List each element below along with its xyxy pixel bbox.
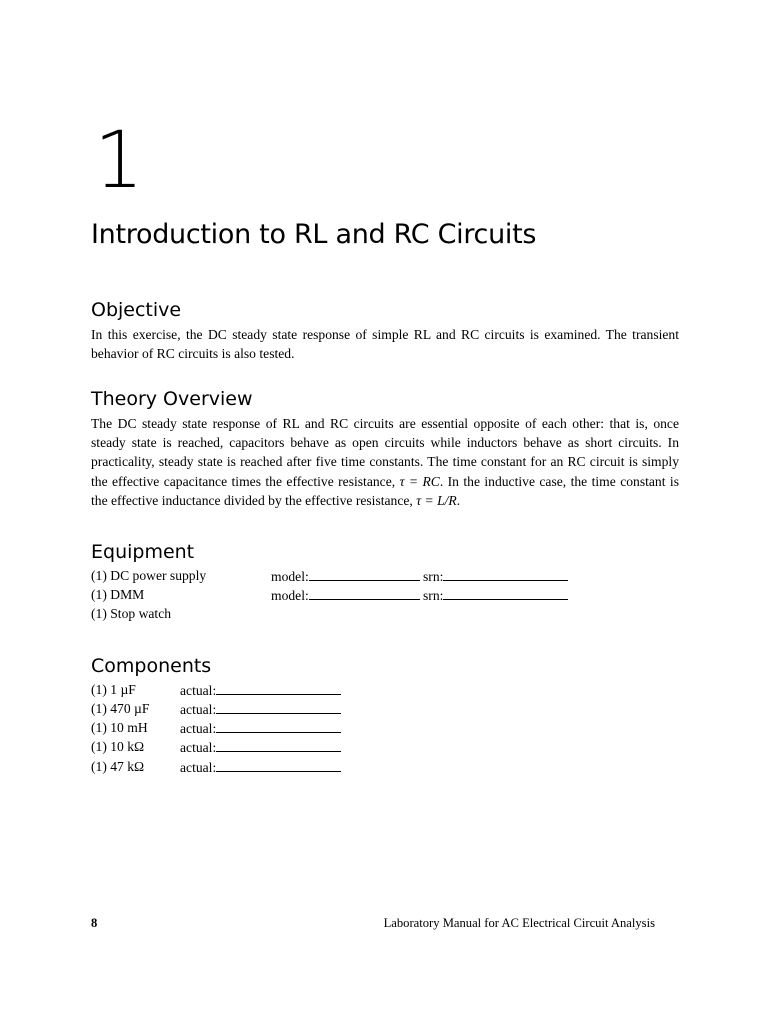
objective-heading: Objective — [91, 299, 182, 321]
chapter-title: Introduction to RL and RC Circuits — [91, 219, 537, 250]
actual-label: actual: — [180, 702, 217, 717]
rc-equation: RC — [422, 473, 440, 489]
model-field — [271, 566, 420, 586]
actual-field — [180, 737, 341, 757]
actual-label: actual: — [180, 721, 217, 736]
srn-field — [423, 566, 568, 586]
component-label: (1) 10 mH — [91, 720, 148, 735]
lr-equation: L/R — [437, 492, 457, 508]
page-number: 8 — [91, 916, 98, 930]
component-label: (1) 10 kΩ — [91, 739, 145, 754]
theory-text-end: . — [456, 492, 461, 508]
actual-blank — [216, 699, 341, 714]
chapter-number: 1 — [94, 116, 142, 206]
actual-blank — [216, 737, 341, 752]
footer-book-title: Laboratory Manual for AC Electrical Circuit Analysis — [383, 916, 655, 930]
equipment-label: (1) DC power supply — [91, 568, 207, 583]
equipment-heading: Equipment — [91, 541, 195, 563]
model-label: model: — [271, 569, 309, 584]
theory-text — [91, 414, 679, 510]
model-blank — [309, 585, 420, 600]
actual-label: actual: — [180, 740, 217, 755]
equipment-label: (1) DMM — [91, 587, 145, 602]
actual-blank — [216, 680, 341, 695]
theory-heading: Theory Overview — [91, 388, 253, 410]
theory-text-part1: The DC steady state response of RL and RC circuits are essential opposite of each other: that is, once steady state is reached, capacitors behave as open circuits while inductors behave as short circuits. In practicality, steady state is reached after five time constants. The time constant for an RC circuit is simply the effective capacitance times the effective resistance, — [91, 416, 679, 489]
actual-label: actual: — [180, 760, 217, 775]
actual-field — [180, 680, 341, 700]
actual-blank — [216, 718, 341, 733]
component-label: (1) 1 µF — [91, 682, 136, 697]
components-heading: Components — [91, 655, 212, 677]
actual-field — [180, 699, 341, 719]
srn-blank — [443, 566, 568, 581]
srn-label: srn: — [423, 569, 444, 584]
model-label: model: — [271, 588, 309, 603]
equipment-label: (1) Stop watch — [91, 606, 172, 621]
component-label: (1) 47 kΩ — [91, 759, 145, 774]
theory-text-part2: . In the inductive case, the time constant is the effective inductance divided by the effective resistance, — [91, 473, 679, 508]
actual-field — [180, 757, 341, 777]
actual-blank — [216, 757, 341, 772]
model-blank — [309, 566, 420, 581]
tau-symbol-lr: τ = — [416, 492, 438, 508]
srn-field — [423, 585, 568, 605]
component-label: (1) 470 µF — [91, 701, 150, 716]
model-field — [271, 585, 420, 605]
srn-blank — [443, 585, 568, 600]
objective-text: In this exercise, the DC steady state response of simple RL and RC circuits is examined. The transient behavior of RC circuits is also tested. — [91, 327, 679, 362]
actual-label: actual: — [180, 683, 217, 698]
tau-symbol-rc: τ = — [399, 473, 423, 489]
srn-label: srn: — [423, 588, 444, 603]
actual-field — [180, 718, 341, 738]
